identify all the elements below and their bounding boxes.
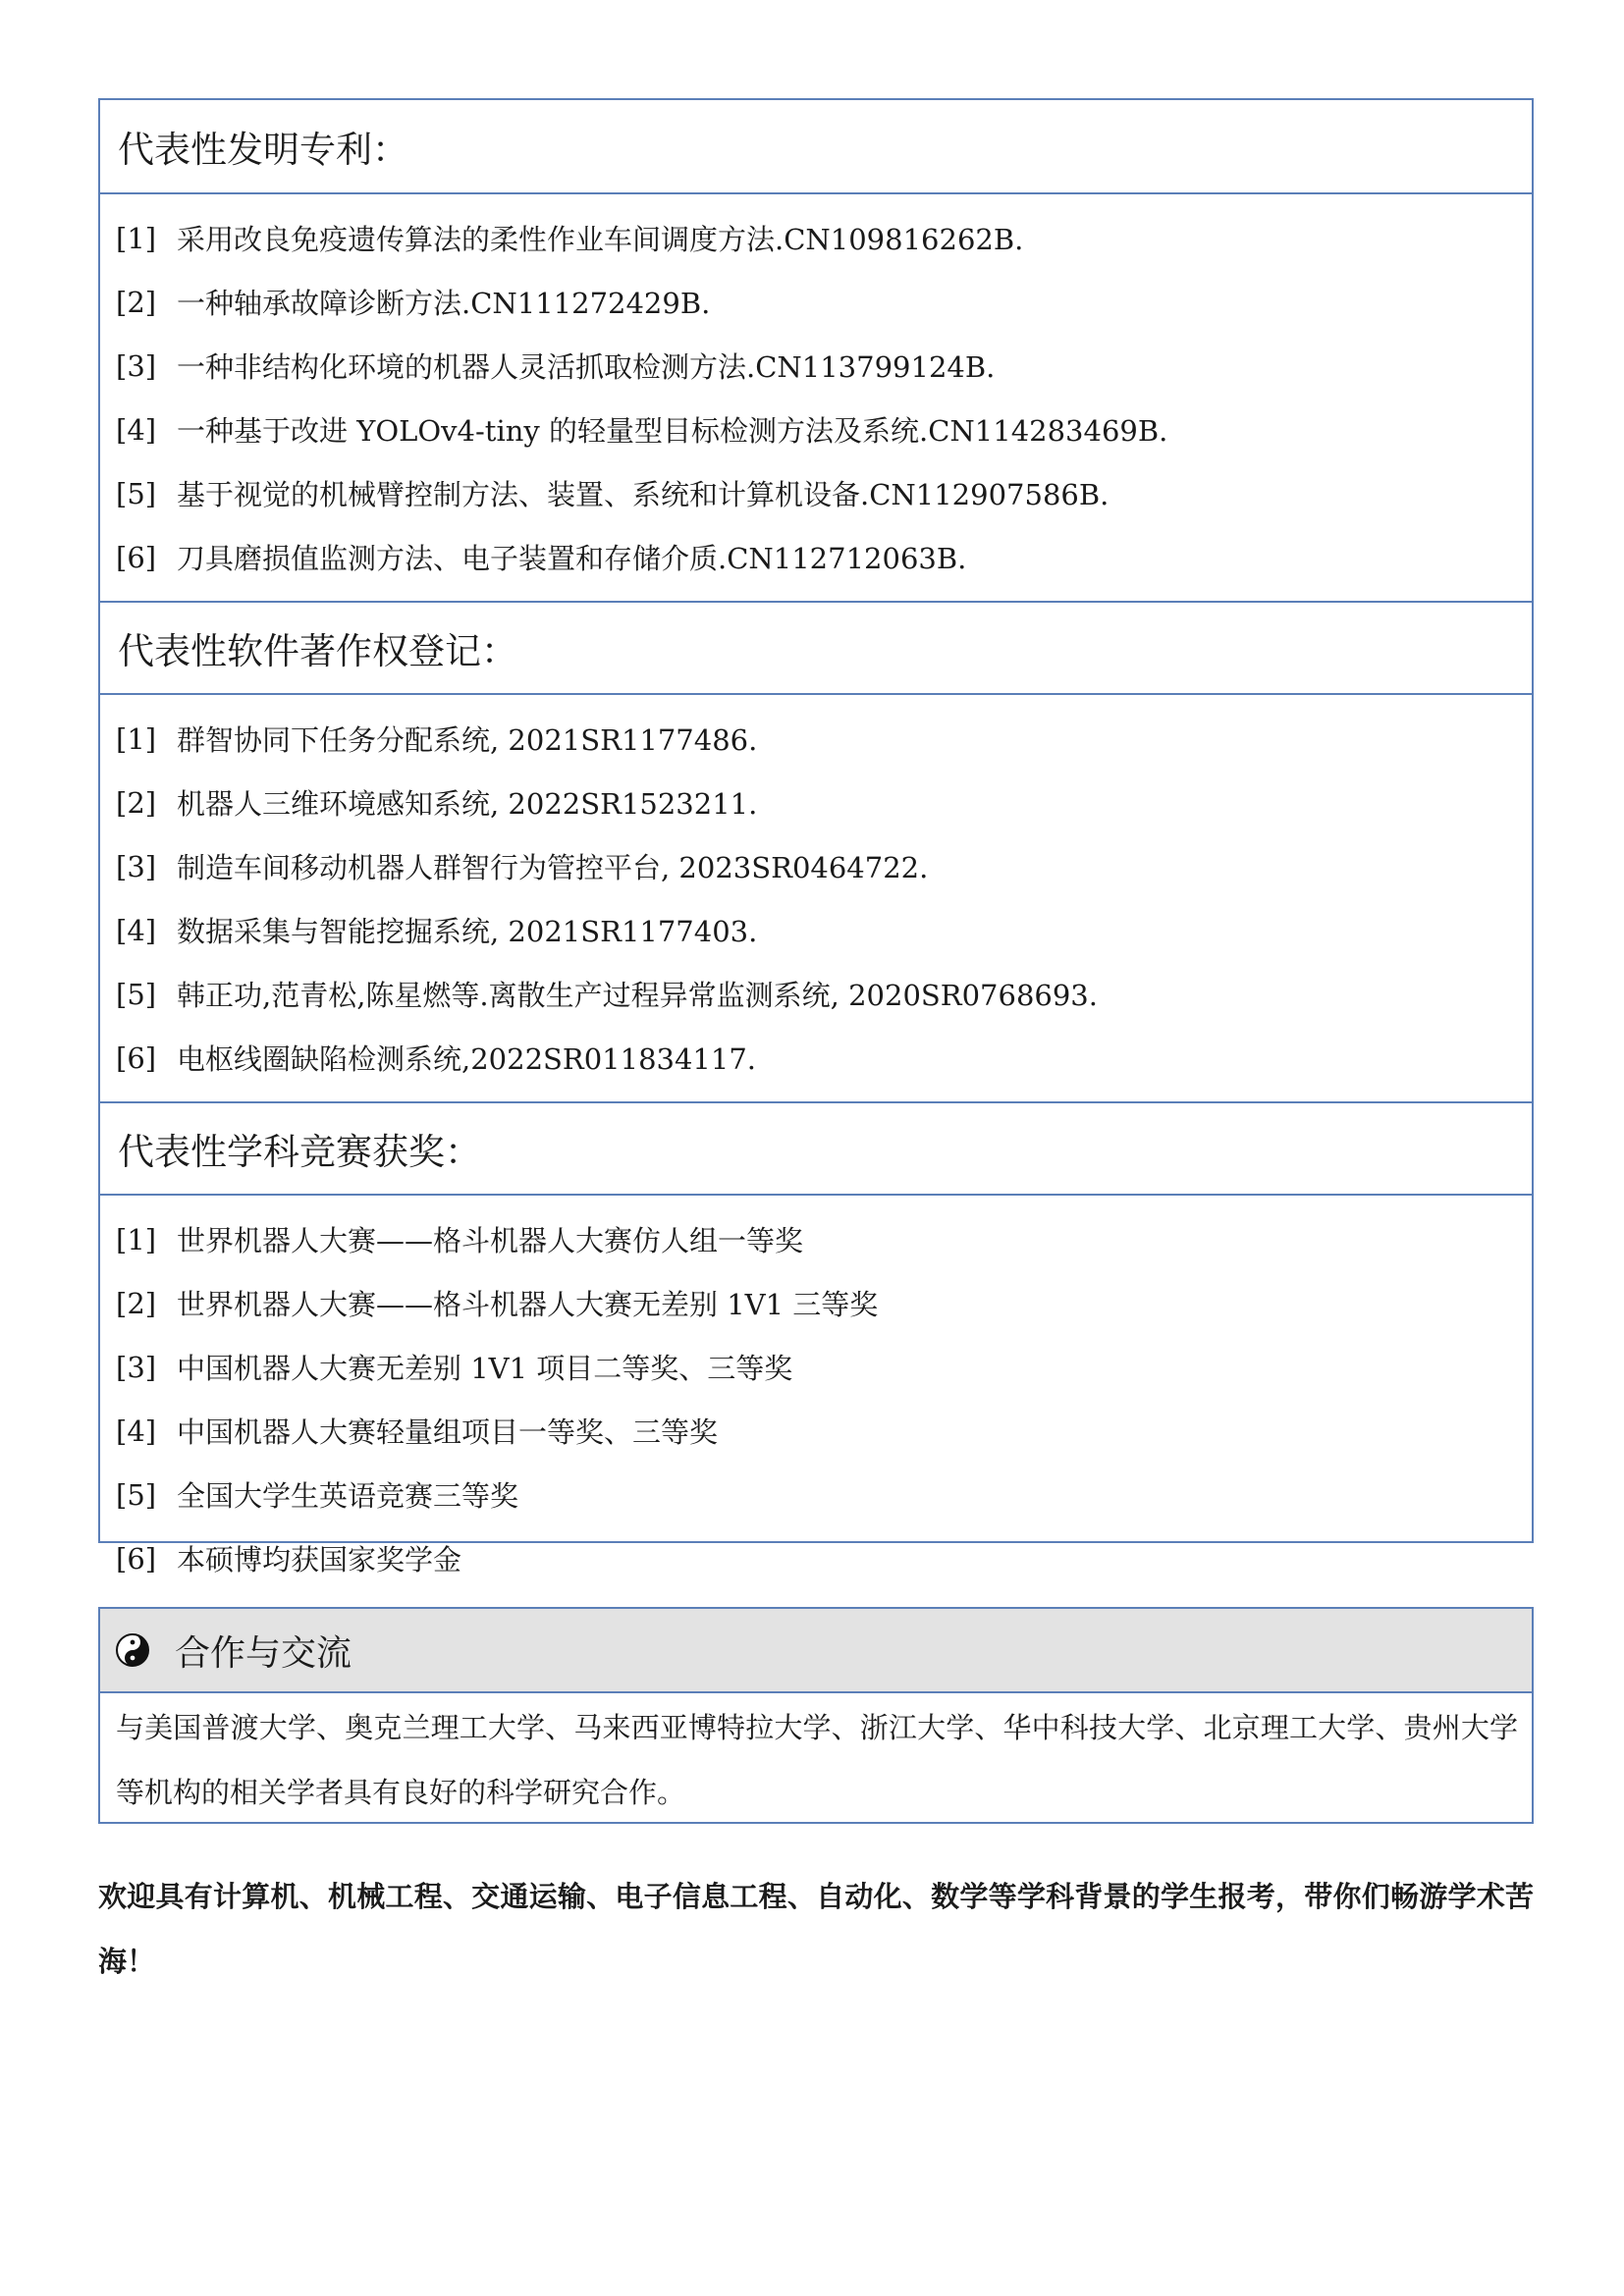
competitions-list [100,1196,1532,1602]
item-number: [2] [116,285,157,319]
item-text: 世界机器人大赛——格斗机器人大赛无差别 1V1 三等奖 [177,1288,879,1321]
list-item [100,898,1532,962]
item-text: 数据采集与智能挖掘系统, 2021SR1177403. [177,915,758,948]
list-item [100,962,1532,1026]
list-item [100,1399,1532,1463]
item-text: 刀具磨损值监测方法、电子装置和存储介质.CN112712063B. [177,542,967,575]
list-item [100,834,1532,898]
achievements-box [98,98,1534,1576]
item-text: 群智协同下任务分配系统, 2021SR1177486. [177,723,758,757]
item-text: 机器人三维环境感知系统, 2022SR1523211. [177,787,758,821]
item-number: [3] [116,1350,157,1384]
software-list [100,695,1532,1101]
list-item [100,270,1532,334]
competitions-title: 代表性学科竞赛获奖： [100,1101,1532,1196]
list-item [100,525,1532,589]
list-item [100,1207,1532,1271]
item-text: 基于视觉的机械臂控制方法、装置、系统和计算机设备.CN112907586B. [177,478,1110,511]
yin-yang-icon [116,1633,149,1667]
item-text: 一种轴承故障诊断方法.CN111272429B. [177,287,711,320]
list-item [100,1463,1532,1526]
item-text: 电枢线圈缺陷检测系统,2022SR011834117. [177,1042,756,1076]
cooperation-box [98,1607,1534,1824]
closing-message: 欢迎具有计算机、机械工程、交通运输、电子信息工程、自动化、数学等学科背景的学生报考，带你们畅游学术苦海！ [98,1880,1534,1978]
list-item [100,707,1532,771]
item-number: [6] [116,1541,157,1575]
item-number: [2] [116,785,157,820]
item-number: [1] [116,721,157,756]
list-item [100,461,1532,525]
item-number: [1] [116,1222,157,1256]
item-text: 中国机器人大赛无差别 1V1 项目二等奖、三等奖 [177,1352,793,1385]
item-number: [4] [116,1414,157,1448]
cooperation-body: 与美国普渡大学、奥克兰理工大学、马来西亚博特拉大学、浙江大学、华中科技大学、北京理工大学、贵州大学等机构的相关学者具有良好的科学研究合作。 [116,1711,1518,1809]
item-text: 中国机器人大赛轻量组项目一等奖、三等奖 [177,1415,719,1449]
item-text: 全国大学生英语竞赛三等奖 [177,1479,519,1513]
list-item [100,1526,1532,1590]
item-text: 一种非结构化环境的机器人灵活抓取检测方法.CN113799124B. [177,350,996,384]
item-number: [3] [116,348,157,383]
item-text: 世界机器人大赛——格斗机器人大赛仿人组一等奖 [177,1224,804,1257]
item-text: 制造车间移动机器人群智行为管控平台, 2023SR0464722. [177,851,929,884]
list-item [100,1026,1532,1090]
cooperation-title: 合作与交流 [175,1632,352,1674]
item-number: [3] [116,849,157,883]
patents-list [100,194,1532,601]
item-number: [5] [116,476,157,510]
item-number: [2] [116,1286,157,1320]
item-text: 一种基于改进 YOLOv4-tiny 的轻量型目标检测方法及系统.CN114283469B. [177,414,1168,448]
list-item [100,1335,1532,1399]
patents-title: 代表性发明专利： [100,100,1532,194]
software-title: 代表性软件著作权登记： [100,601,1532,695]
list-item [100,398,1532,461]
list-item [100,771,1532,834]
item-number: [4] [116,412,157,447]
cooperation-header [100,1609,1532,1693]
item-number: [5] [116,977,157,1011]
item-text: 采用改良免疫遗传算法的柔性作业车间调度方法.CN109816262B. [177,223,1024,256]
item-text: 韩正功,范青松,陈星燃等.离散生产过程异常监测系统, 2020SR0768693. [177,979,1098,1012]
item-number: [1] [116,221,157,255]
item-number: [6] [116,540,157,574]
item-number: [4] [116,913,157,947]
list-item [100,206,1532,270]
item-number: [6] [116,1041,157,1075]
item-number: [5] [116,1477,157,1512]
item-text: 本硕博均获国家奖学金 [177,1543,462,1576]
list-item [100,334,1532,398]
list-item [100,1271,1532,1335]
